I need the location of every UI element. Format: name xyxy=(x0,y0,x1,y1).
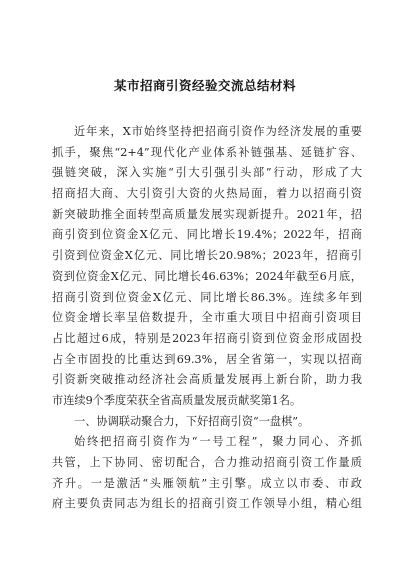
paragraph-line: 引资到位资金X亿元、同比增长20.98%；2023年，招商引 xyxy=(52,249,362,263)
paragraph-line: 共管，上下协同、密切配合，合力推动招商引资工作量质 xyxy=(52,456,362,469)
paragraph-line: 资到位资金X亿元、同比增长46.63%；2024年截至6月底， xyxy=(52,269,362,283)
paragraph-line: 引资新突破推动经济社会高质量发展再上新台阶，助力我 xyxy=(52,373,362,387)
paragraph-line: 抓手，聚焦“2+4”现代化产业体系补链强基、延链扩容、 xyxy=(52,145,362,159)
paragraph-line: 一、协调联动聚合力，下好招商引资“一盘棋”。 xyxy=(74,414,310,428)
paragraph-line: 招商招大商、大引资引大资的火热局面，着力以招商引资 xyxy=(52,187,362,201)
paragraph-line: 强链突破，深入实施“引大引强引头部”行动，形成了大 xyxy=(52,166,362,180)
paragraph-line: 位资金增长率呈倍数提升，全市重大项目中招商引资项目 xyxy=(52,311,362,325)
paragraph-line: 齐升。一是激活“头雁领航”主引擎。成立以市委、市政 xyxy=(52,476,362,490)
paragraph-line: 占全市固投的比重达到69.3%，居全省第一，实现以招商 xyxy=(52,352,362,366)
paragraph-line: 新突破助推全面转型高质量发展实现新提升。2021年，招 xyxy=(52,207,362,221)
paragraph-line: 始终把招商引资作为“一号工程”，聚力同心、齐抓 xyxy=(74,435,362,449)
document-body xyxy=(52,122,362,515)
paragraph-line: 近年来，X市始终坚持把招商引资作为经济发展的重要 xyxy=(74,125,362,138)
document-title: 某市招商引资经验交流总结材料 xyxy=(113,78,296,93)
paragraph-line: 府主要负责同志为组长的招商引资工作领导小组，精心组 xyxy=(52,497,362,511)
paragraph-line: 占比超过6成，特别是2023年招商引资到位资金形成固投 xyxy=(52,331,362,345)
paragraph-line: 招商引资到位资金X亿元、同比增长86.3%。连续多年到 xyxy=(52,290,362,304)
paragraph-line: 商引资到位资金X亿元、同比增长19.4%；2022年，招商 xyxy=(52,228,362,242)
paragraph-line: 市连续9个季度荣获全省高质量发展贡献奖第1名。 xyxy=(52,393,302,407)
